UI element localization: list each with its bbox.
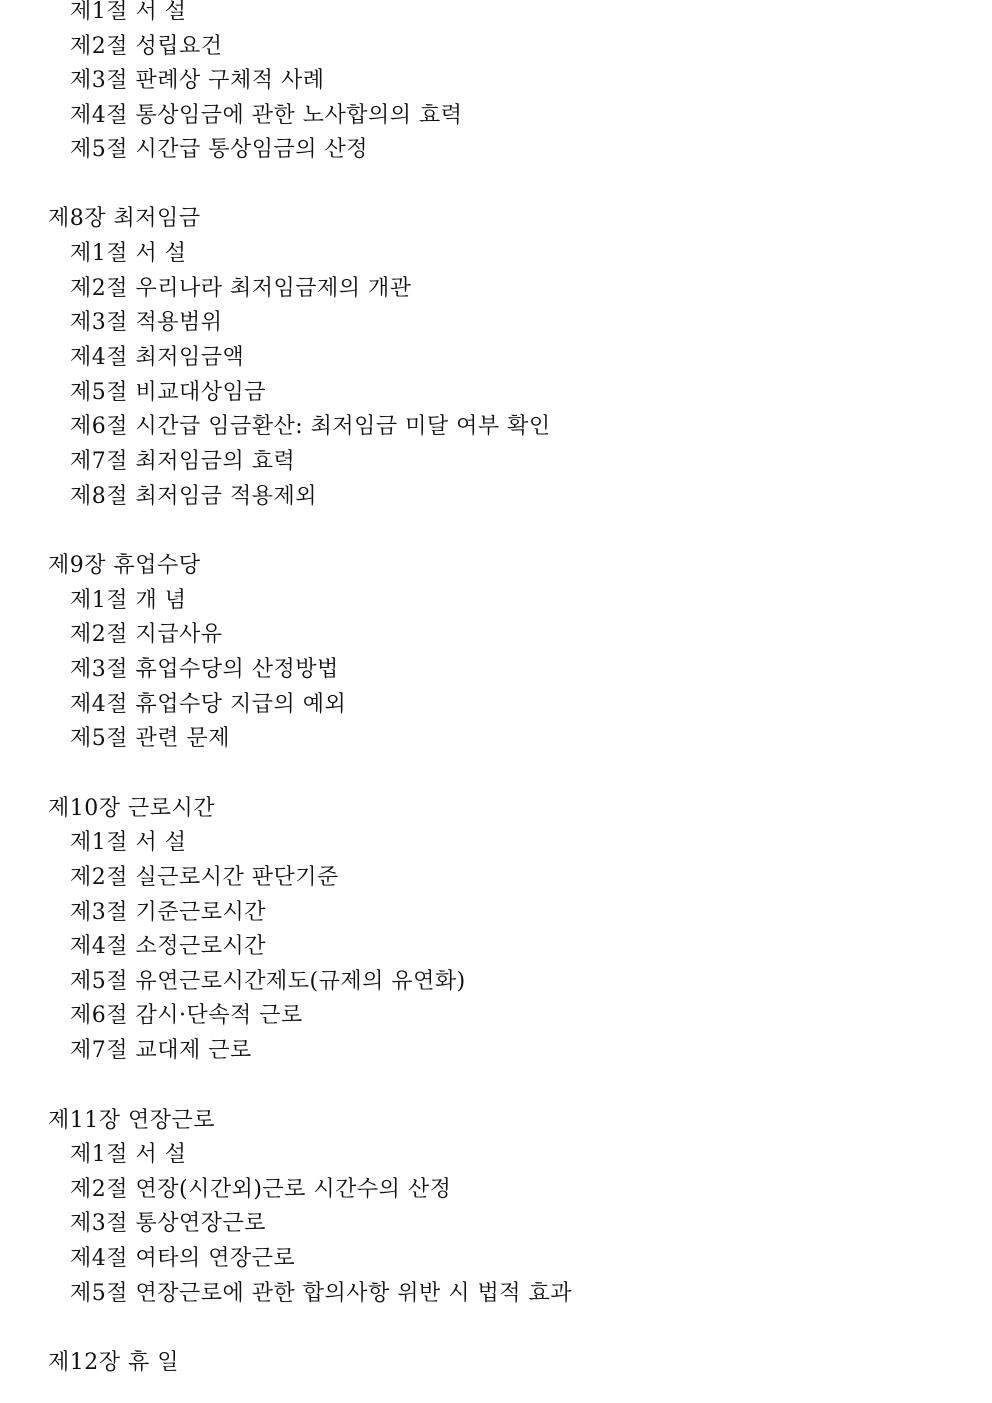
toc-section: 제3절 휴업수당의 산정방법 <box>70 657 339 682</box>
toc-section: 제1절 개 념 <box>70 588 187 613</box>
toc-section: 제4절 여타의 연장근로 <box>70 1246 296 1271</box>
toc-chapter-heading: 제11장 연장근로 <box>48 1108 215 1133</box>
toc-section: 제7절 교대제 근로 <box>70 1038 252 1063</box>
toc-section: 제4절 통상임금에 관한 노사합의의 효력 <box>70 103 463 128</box>
toc-chapter-heading: 제10장 근로시간 <box>48 796 215 821</box>
toc-section: 제2절 지급사유 <box>70 622 223 647</box>
toc-section: 제2절 연장(시간외)근로 시간수의 산정 <box>70 1177 452 1202</box>
toc-section: 제3절 판례상 구체적 사례 <box>70 68 325 93</box>
toc-section: 제5절 시간급 통상임금의 산정 <box>70 137 369 162</box>
toc-section: 제1절 서 설 <box>70 830 187 855</box>
toc-section: 제8절 최저임금 적용제외 <box>70 484 318 509</box>
toc-section: 제5절 연장근로에 관한 합의사항 위반 시 법적 효과 <box>70 1281 572 1306</box>
toc-chapter-heading: 제12장 휴 일 <box>48 1350 179 1375</box>
toc-section: 제3절 적용범위 <box>70 310 223 335</box>
toc-section: 제2절 실근로시간 판단기준 <box>70 865 339 890</box>
toc-section: 제4절 소정근로시간 <box>70 934 267 959</box>
toc-section: 제4절 휴업수당 지급의 예외 <box>70 692 347 717</box>
toc-section: 제4절 최저임금액 <box>70 345 245 370</box>
toc-section: 제1절 서 설 <box>70 241 187 266</box>
toc-section: 제2절 우리나라 최저임금제의 개관 <box>70 276 412 301</box>
toc-section: 제3절 통상연장근로 <box>70 1211 267 1236</box>
toc-section: 제6절 감시·단속적 근로 <box>70 1003 303 1028</box>
toc-chapter-heading: 제9장 휴업수당 <box>48 553 201 578</box>
toc-section: 제5절 유연근로시간제도(규제의 유연화) <box>70 969 466 994</box>
toc-section: 제7절 최저임금의 효력 <box>70 449 296 474</box>
toc-section: 제3절 기준근로시간 <box>70 900 267 925</box>
toc-section: 제2절 성립요건 <box>70 34 223 59</box>
toc-section: 제1절 서 설 <box>70 0 187 24</box>
toc-chapter-heading: 제8장 최저임금 <box>48 206 201 231</box>
toc-section: 제6절 시간급 임금환산: 최저임금 미달 여부 확인 <box>70 414 551 439</box>
toc-section: 제5절 비교대상임금 <box>70 380 267 405</box>
toc-section: 제5절 관련 문제 <box>70 726 230 751</box>
toc-section: 제1절 서 설 <box>70 1142 187 1167</box>
